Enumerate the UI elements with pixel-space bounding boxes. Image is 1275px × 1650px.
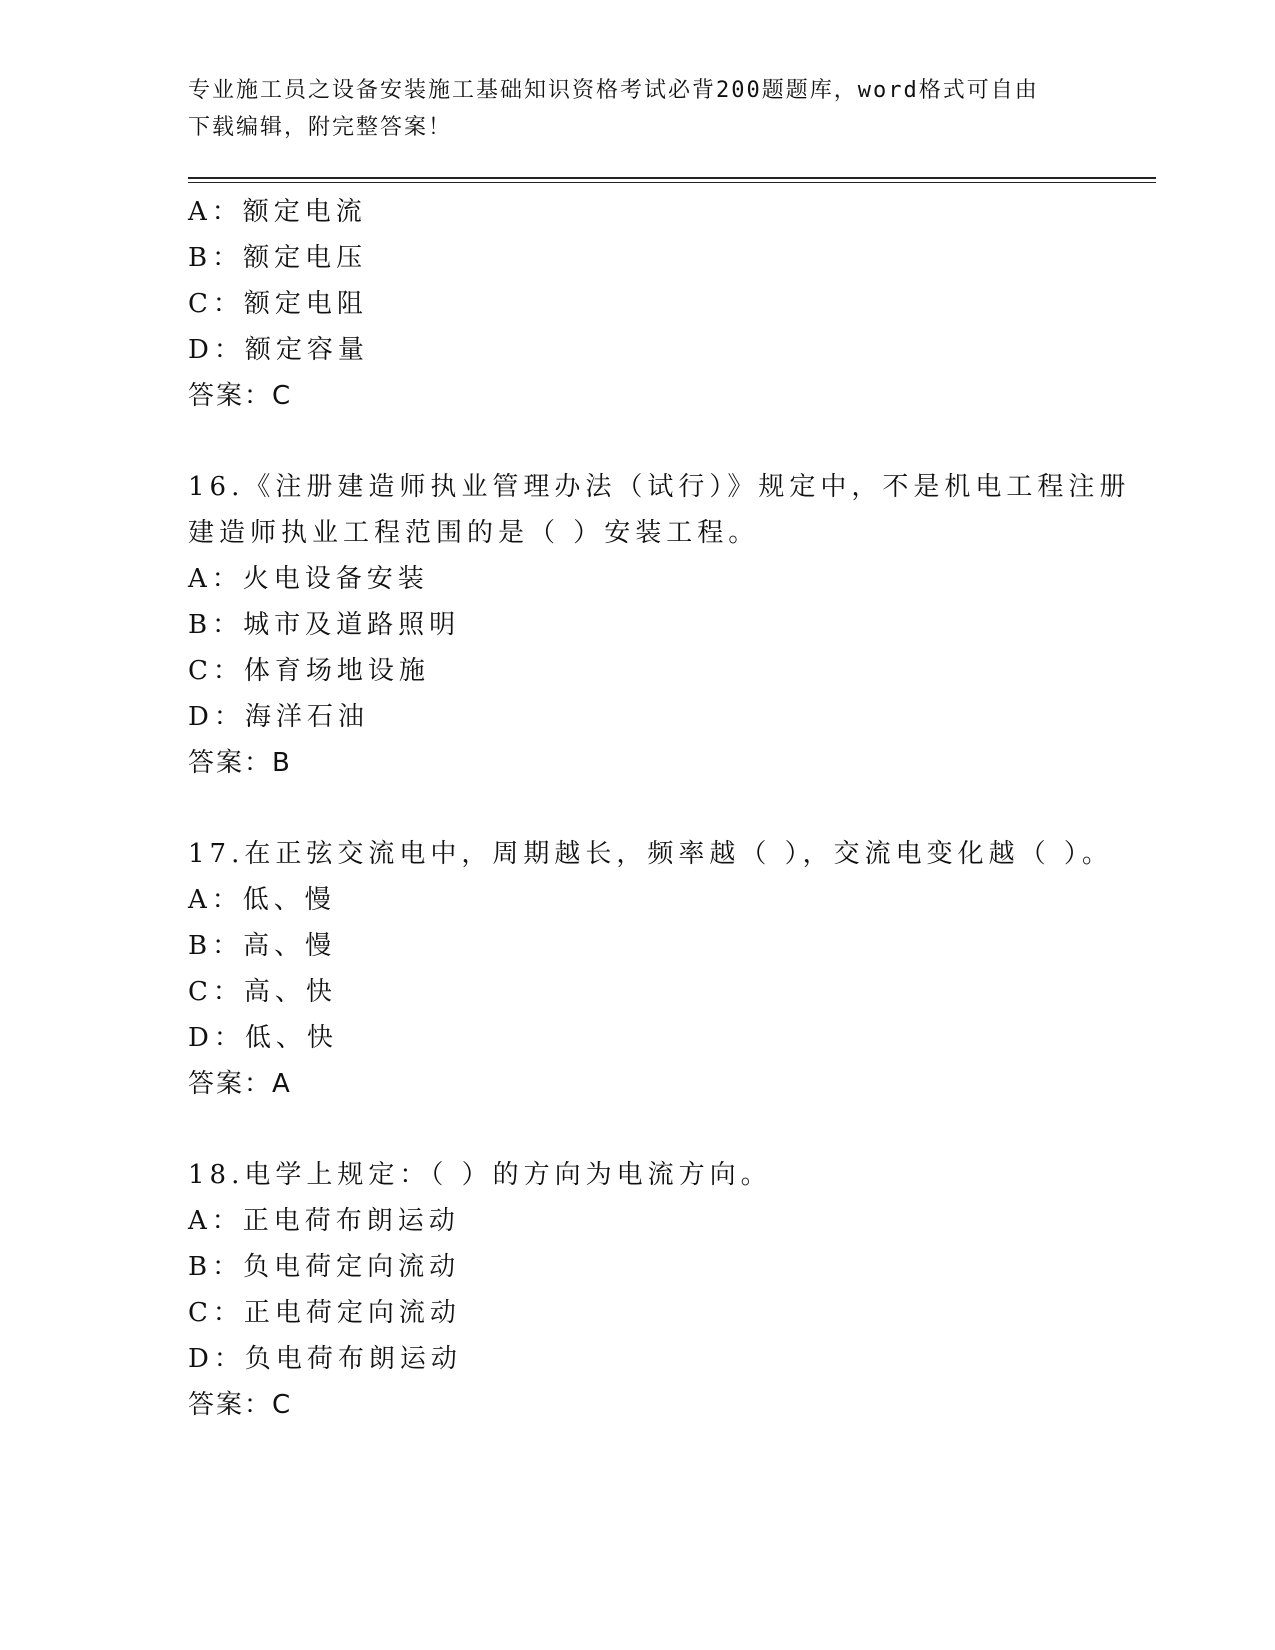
option-c: C：额定电阻	[188, 289, 368, 319]
question-stem-line-2: 建造师执业工程范围的是（ ）安装工程。	[188, 518, 760, 548]
question-stem-line-1: 18.电学上规定：（ ）的方向为电流方向。	[188, 1160, 772, 1190]
header-rule-thin	[188, 182, 1156, 183]
question-stem-line-1: 17.在正弦交流电中，周期越长，频率越（ ），交流电变化越（ ）。	[188, 839, 1113, 869]
option-b: B：负电荷定向流动	[188, 1252, 461, 1282]
question-15	[188, 189, 1148, 419]
option-b: B：额定电压	[188, 243, 368, 273]
option-d: D：负电荷布朗运动	[188, 1344, 462, 1374]
option-b: B：城市及道路照明	[188, 610, 461, 640]
option-a: A：低、慢	[188, 885, 336, 915]
header-line-1: 专业施工员之设备安装施工基础知识资格考试必背200题题库，word格式可自由	[188, 78, 1039, 103]
option-c: C：正电荷定向流动	[188, 1298, 461, 1328]
option-d: D：额定容量	[188, 335, 369, 365]
header-line-2: 下载编辑，附完整答案！	[188, 115, 453, 140]
question-list	[188, 189, 1148, 1428]
option-d: D：低、快	[188, 1023, 338, 1053]
question-stem-line-1: 16.《注册建造师执业管理办法（试行）》规定中，不是机电工程注册	[188, 472, 1131, 502]
question-18	[188, 1152, 1148, 1428]
answer-line: 答案：B	[188, 748, 292, 778]
question-17	[188, 831, 1148, 1107]
header-rule-thick	[188, 177, 1156, 179]
option-b: B：高、慢	[188, 931, 337, 961]
document-header	[188, 72, 1068, 146]
option-a: A：正电荷布朗运动	[188, 1206, 460, 1236]
question-16	[188, 464, 1148, 786]
option-a: A：额定电流	[188, 197, 367, 227]
answer-line: 答案：A	[188, 1069, 292, 1099]
option-d: D：海洋石油	[188, 702, 369, 732]
option-c: C：体育场地设施	[188, 656, 430, 686]
option-c: C：高、快	[188, 977, 337, 1007]
answer-line: 答案：C	[188, 381, 293, 411]
option-a: A：火电设备安装	[188, 564, 429, 594]
answer-line: 答案：C	[188, 1390, 293, 1420]
